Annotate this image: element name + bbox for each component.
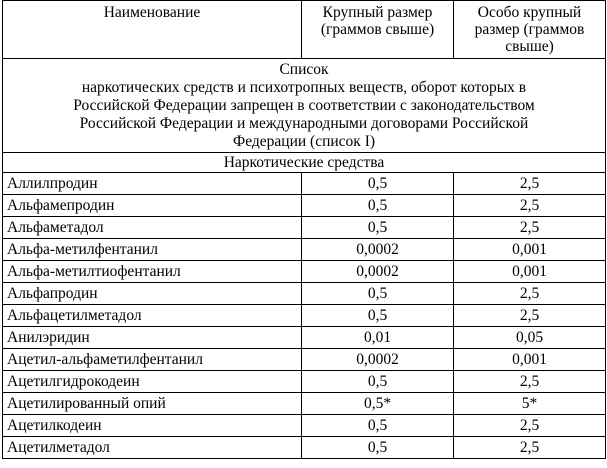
cell-extra-large-size: 5* xyxy=(454,393,606,415)
cell-large-size: 0,5 xyxy=(302,217,454,239)
cell-large-size: 0,0002 xyxy=(302,239,454,261)
table-row xyxy=(3,393,606,415)
cell-large-size: 0,5 xyxy=(302,195,454,217)
cell-extra-large-size: 2,5 xyxy=(454,173,606,195)
subsection-title-row xyxy=(3,153,606,173)
cell-large-size: 0,5 xyxy=(302,415,454,437)
subsection-title: Наркотические средства xyxy=(3,153,606,173)
table-row xyxy=(3,327,606,349)
section-title xyxy=(3,59,606,153)
cell-extra-large-size: 2,5 xyxy=(454,437,606,459)
cell-name: Ацетилированный опий xyxy=(3,393,302,415)
cell-name: Альфацетилметадол xyxy=(3,305,302,327)
cell-extra-large-size: 2,5 xyxy=(454,305,606,327)
cell-name: Альфапродин xyxy=(3,283,302,305)
table-row xyxy=(3,261,606,283)
header-name: Наименование xyxy=(3,1,302,59)
cell-large-size: 0,5 xyxy=(302,173,454,195)
cell-extra-large-size: 0,001 xyxy=(454,349,606,371)
cell-large-size: 0,0002 xyxy=(302,261,454,283)
cell-name: Альфа-метилтиофентанил xyxy=(3,261,302,283)
section-title-line: Российской Федерации запрещен в соответствии с законодательством xyxy=(73,97,535,114)
table-row xyxy=(3,283,606,305)
cell-extra-large-size: 2,5 xyxy=(454,217,606,239)
cell-large-size: 0,0002 xyxy=(302,349,454,371)
cell-extra-large-size: 2,5 xyxy=(454,283,606,305)
table-header-row xyxy=(3,1,606,59)
cell-name: Анилэридин xyxy=(3,327,302,349)
header-extra-large-size: Особо крупный размер (граммов свыше) xyxy=(454,1,606,59)
cell-extra-large-size: 2,5 xyxy=(454,415,606,437)
cell-extra-large-size: 0,001 xyxy=(454,261,606,283)
table-row xyxy=(3,217,606,239)
cell-name: Ацетилкодеин xyxy=(3,415,302,437)
section-title-line: Федерации (список I) xyxy=(232,133,376,150)
header-large-size: Крупный размер (граммов свыше) xyxy=(302,1,454,59)
table-row xyxy=(3,415,606,437)
table-row xyxy=(3,371,606,393)
cell-extra-large-size: 2,5 xyxy=(454,371,606,393)
cell-large-size: 0,5 xyxy=(302,283,454,305)
section-title-line: наркотических средств и психотропных веществ, оборот которых в xyxy=(81,79,527,96)
cell-large-size: 0,5 xyxy=(302,371,454,393)
document xyxy=(2,0,605,459)
cell-large-size: 0,01 xyxy=(302,327,454,349)
cell-name: Альфа-метилфентанил xyxy=(3,239,302,261)
section-title-line: Российской Федерации и международными договорами Российской xyxy=(79,115,529,132)
cell-large-size: 0,5 xyxy=(302,305,454,327)
table-row xyxy=(3,195,606,217)
table-row xyxy=(3,349,606,371)
cell-name: Ацетилметадол xyxy=(3,437,302,459)
cell-extra-large-size: 0,05 xyxy=(454,327,606,349)
table-row xyxy=(3,239,606,261)
cell-large-size: 0,5* xyxy=(302,393,454,415)
section-title-row xyxy=(3,59,606,153)
cell-name: Ацетил-альфаметилфентанил xyxy=(3,349,302,371)
section-title-line: Список xyxy=(279,61,329,78)
cell-name: Ацетилгидрокодеин xyxy=(3,371,302,393)
table-row xyxy=(3,305,606,327)
cell-name: Аллилпродин xyxy=(3,173,302,195)
table-row xyxy=(3,437,606,459)
cell-name: Альфаметадол xyxy=(3,217,302,239)
cell-extra-large-size: 0,001 xyxy=(454,239,606,261)
cell-name: Альфамепродин xyxy=(3,195,302,217)
cell-extra-large-size: 2,5 xyxy=(454,195,606,217)
cell-large-size: 0,5 xyxy=(302,437,454,459)
table-row xyxy=(3,173,606,195)
narcotics-size-table xyxy=(2,0,606,459)
